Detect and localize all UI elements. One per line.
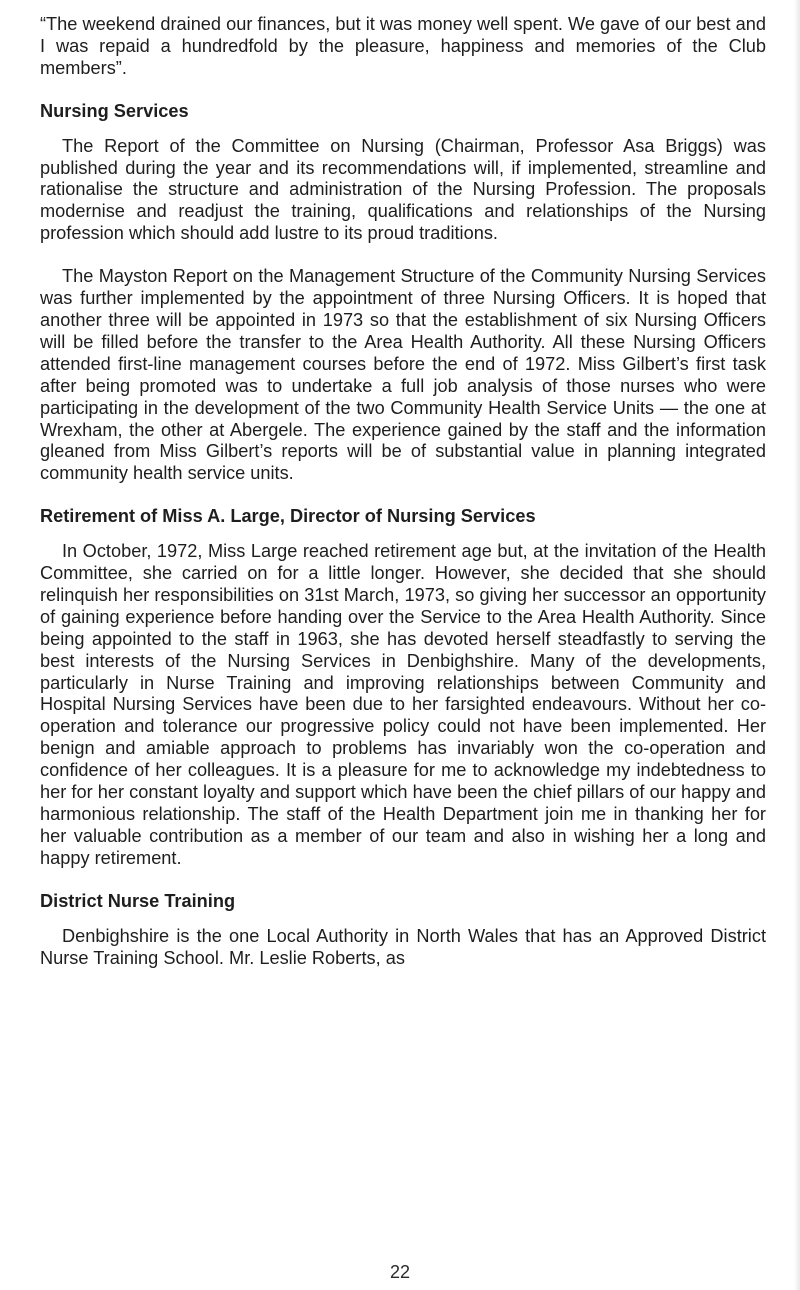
heading-retirement-miss-large: Retirement of Miss A. Large, Director of Nursing Services bbox=[40, 506, 536, 527]
page-number: 22 bbox=[389, 1262, 411, 1282]
heading-nursing-services: Nursing Services bbox=[40, 100, 189, 121]
paragraph-retirement: In October, 1972, Miss Large reached retirement age but, at the invitation of the Health Committee, she carried on for a little longer. However, she decided that she should relinquish her responsibilities on 31st March, 1973, so giving her successor an opportunity of gaining experience before handing over the Service to the Area Health Authority. Since being appointed to the staff in 1963, she has devoted herself steadfastly to serving the best interests of the Nursing Services in Denbighshire. Many of the developments, particularly in Nurse Training and improving relationships between Community and Hospital Nursing Services have been due to her farsighted endeavours. Without her co-operation and tolerance our progressive policy could not have been implemented. Her benign and amiable approach to problems has invariably won the co-operation and confidence of her colleagues. It is a pleasure for me to acknowledge my indebtedness to her for her constant loyalty and support which have been the chief pillars of our happy and harmonious relationship. The staff of the Health Department join me in thanking her for her valuable contribution as a member of our team and also in wishing her a long and happy retirement. bbox=[40, 541, 766, 868]
paragraph-nursing-committee-report: The Report of the Committee on Nursing (Chairman, Professor Asa Briggs) was published during the year and its recommendations will, if implemented, streamline and rationalise the structure and administration of the Nursing Profession. The proposals modernise and readjust the training, qualifications and relationships of the Nursing profession which should add lustre to its proud traditions. bbox=[40, 135, 766, 244]
paragraph-district-nurse-training: Denbighshire is the one Local Authority in North Wales that has an Approved District Nurse Training School. Mr. Leslie Roberts, as bbox=[40, 925, 766, 968]
heading-district-nurse-training: District Nurse Training bbox=[40, 890, 236, 911]
document-page bbox=[40, 14, 766, 969]
paragraph-mayston-report: The Mayston Report on the Management Structure of the Community Nursing Services was further implemented by the appointment of three Nursing Officers. It is hoped that another three will be appointed in 1973 so that the establishment of six Nursing Officers will be filled before the transfer to the Area Health Authority. All these Nursing Officers attended first-line management courses before the end of 1972. Miss Gilbert’s first task after being promoted was to undertake a full job analysis of those nurses who were participating in the development of the two Community Health Service Units — the one at Wrexham, the other at Abergele. The experience gained by the staff and the information gleaned from Miss Gilbert’s reports will be of substantial value in planning integrated community health service units. bbox=[40, 266, 766, 484]
opening-quote-paragraph: “The weekend drained our finances, but it was money well spent. We gave of our best and I was repaid a hundredfold by the pleasure, happiness and memories of the Club members”. bbox=[40, 14, 766, 78]
scan-edge-shadow bbox=[794, 0, 800, 1290]
